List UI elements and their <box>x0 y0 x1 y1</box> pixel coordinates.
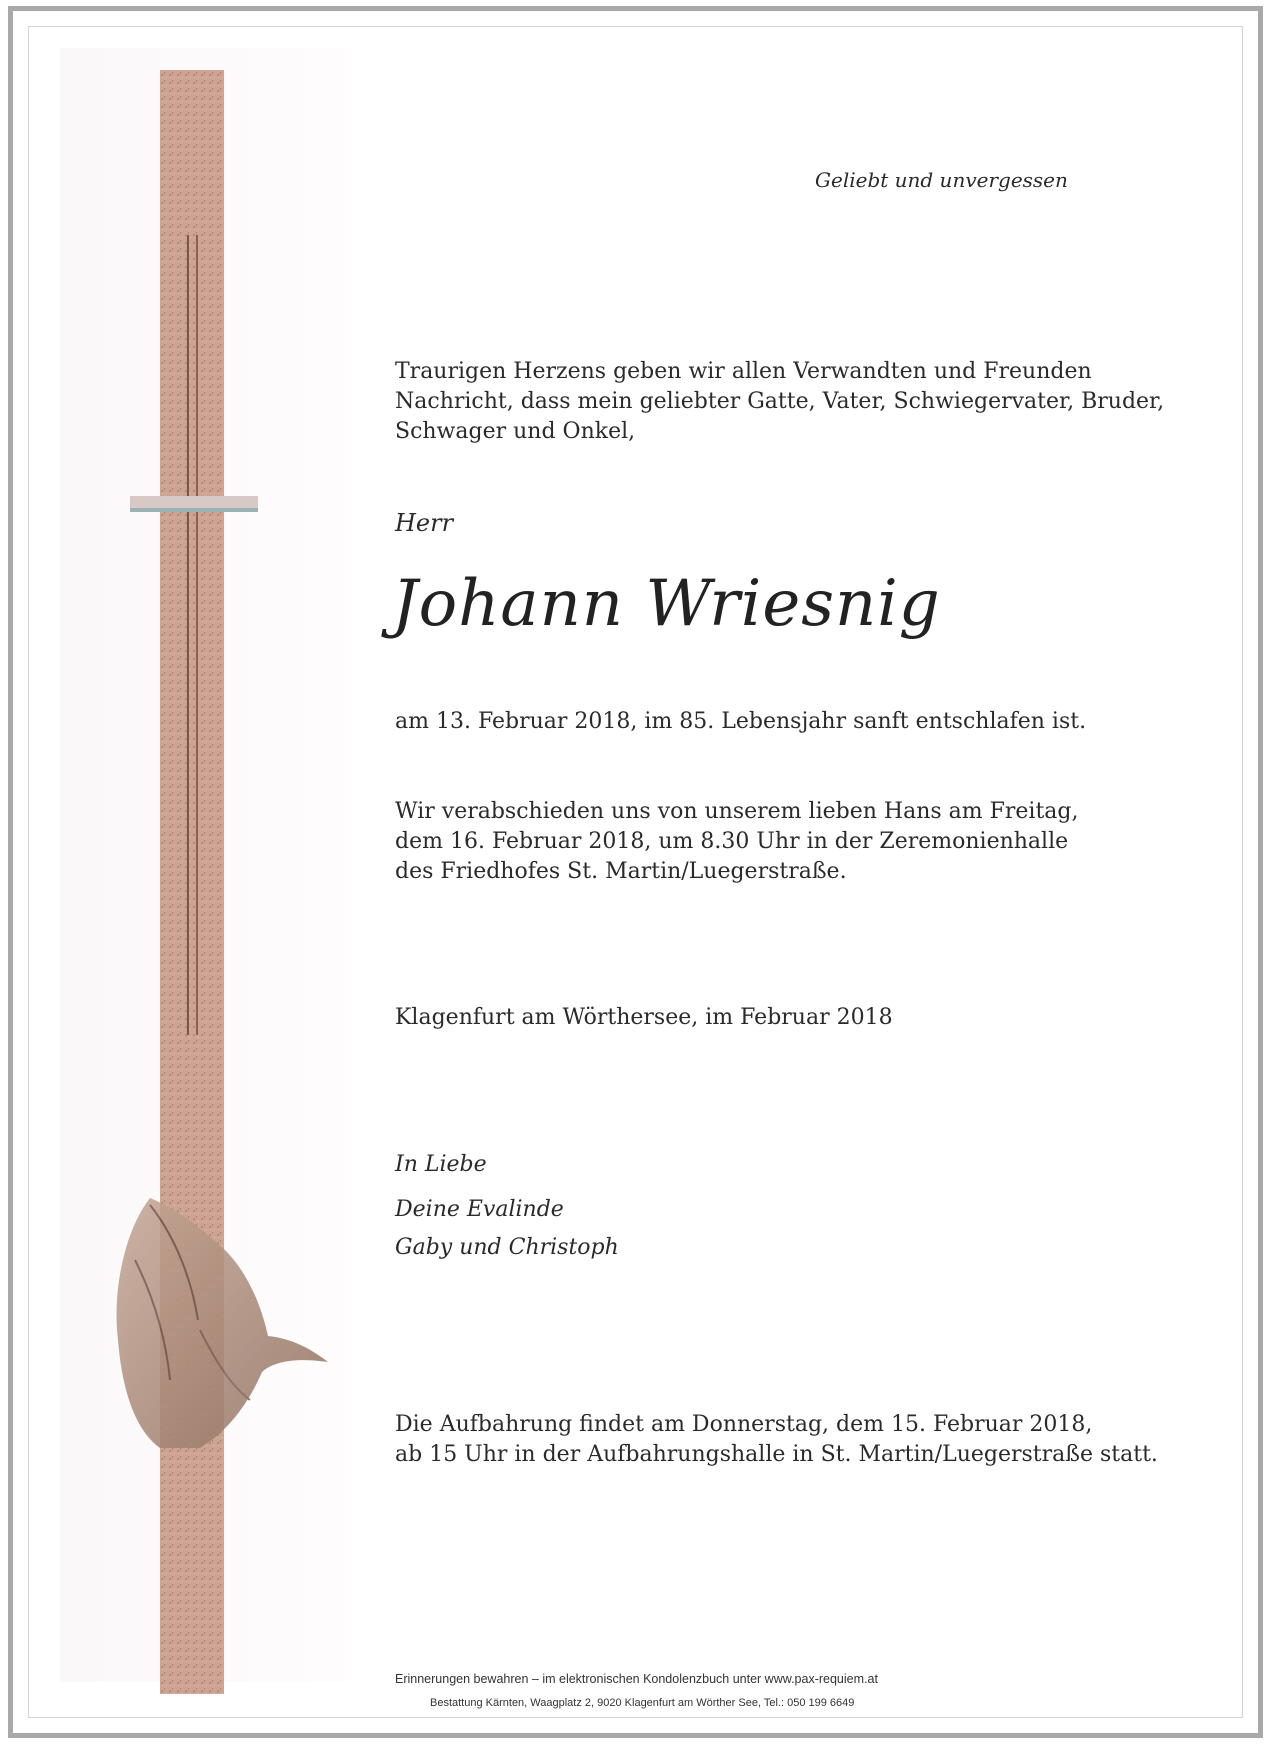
farewell-line: Wir verabschieden uns von unserem lieben Hans am Freitag, <box>395 799 1079 824</box>
cross-with-praying-hands-image <box>0 0 360 1748</box>
viewing-line: ab 15 Uhr in der Aufbahrungshalle in St. Martin/Luegerstraße statt. <box>395 1442 1158 1467</box>
farewell-line: dem 16. Februar 2018, um 8.30 Uhr in der Zeremonienhalle <box>395 829 1069 854</box>
farewell-text <box>395 797 1078 887</box>
deceased-name: Johann Wriesnig <box>392 567 941 641</box>
motto: Geliebt und unvergessen <box>815 168 1068 192</box>
condolence-footer: Erinnerungen bewahren – im elektronischen Kondolenzbuch unter www.pax-requiem.at <box>395 1672 878 1686</box>
cross-band <box>130 496 258 510</box>
salutation: Herr <box>395 509 454 537</box>
farewell-line: des Friedhofes St. Martin/Luegerstraße. <box>395 859 847 884</box>
signatory: Deine Evalinde <box>395 1197 564 1222</box>
signatory: Gaby und Christoph <box>395 1235 619 1260</box>
undertaker-footer: Bestattung Kärnten, Waagplatz 2, 9020 Klagenfurt am Wörther See, Tel.: 050 199 6649 <box>430 1697 855 1709</box>
death-line: am 13. Februar 2018, im 85. Lebensjahr sanft entschlafen ist. <box>395 709 1087 734</box>
viewing-text <box>395 1410 1158 1470</box>
viewing-line: Die Aufbahrung findet am Donnerstag, dem 15. Februar 2018, <box>395 1412 1093 1437</box>
cross-beam <box>160 70 224 1694</box>
closing: In Liebe <box>395 1152 487 1177</box>
intro-text: Traurigen Herzens geben wir allen Verwandten und Freunden Nachricht, dass mein geliebter Gatte, Vater, Schwiegervater, Bruder, Schwager und Onkel, <box>395 359 1165 444</box>
place-and-date: Klagenfurt am Wörthersee, im Februar 2018 <box>395 1005 893 1030</box>
